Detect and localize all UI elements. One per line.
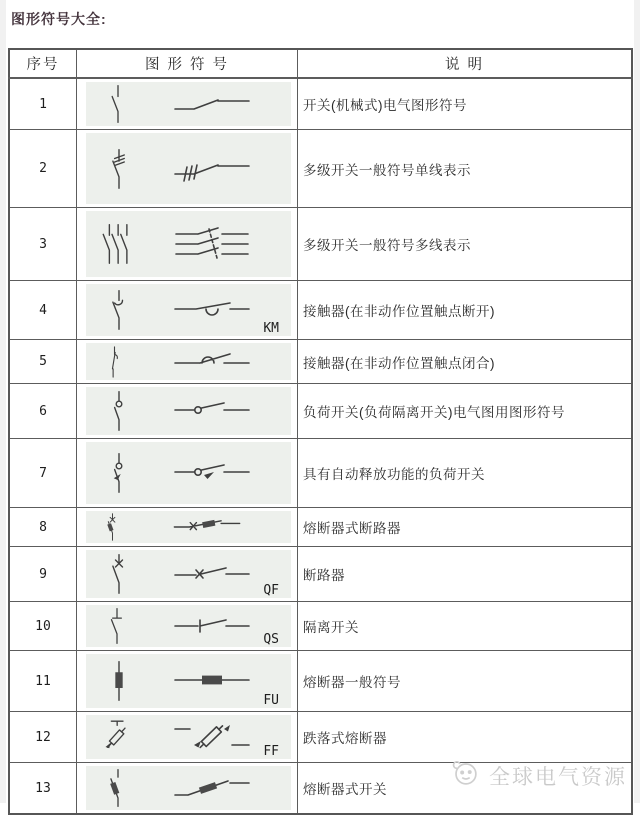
symbol-designation-label: FF <box>263 744 279 759</box>
table-row <box>9 547 632 602</box>
row-symbol-cell <box>77 547 298 602</box>
symbol-panel <box>86 715 291 759</box>
drop-out-fuse-vertical-icon <box>98 716 138 758</box>
table-row <box>9 208 632 281</box>
symbol-panel <box>86 511 291 543</box>
row-description: 熔断器式开关 <box>298 763 633 815</box>
row-description: 多级开关一般符号单线表示 <box>298 130 633 208</box>
table-row <box>9 508 632 547</box>
load-break-switch-vertical-icon <box>98 389 140 433</box>
fuse-switch-horizontal-icon <box>170 771 254 805</box>
disconnector-vertical-icon <box>98 606 136 646</box>
row-serial-number: 5 <box>9 340 77 384</box>
row-symbol-cell <box>77 130 298 208</box>
table-row <box>9 340 632 384</box>
row-serial-number: 8 <box>9 508 77 547</box>
symbol-panel <box>86 605 291 647</box>
symbol-panel <box>86 654 291 708</box>
fuse-general-horizontal-icon <box>170 664 254 698</box>
row-serial-number: 10 <box>9 602 77 651</box>
row-description: 隔离开关 <box>298 602 633 651</box>
row-serial-number: 12 <box>9 712 77 763</box>
load-break-switch-auto-release-horizontal-icon <box>170 456 254 490</box>
row-description: 熔断器式断路器 <box>298 508 633 547</box>
row-symbol-cell <box>77 78 298 130</box>
row-symbol-cell <box>77 340 298 384</box>
row-description: 接触器(在非动作位置触点闭合) <box>298 340 633 384</box>
row-serial-number: 4 <box>9 281 77 340</box>
row-symbol-cell <box>77 384 298 439</box>
row-serial-number: 3 <box>9 208 77 281</box>
symbol-panel <box>86 442 291 504</box>
multi-pole-switch-single-line-horizontal-icon <box>170 152 254 186</box>
contactor-open-horizontal-icon <box>170 293 254 327</box>
row-symbol-cell <box>77 439 298 508</box>
table-row <box>9 712 632 763</box>
switch-vertical-icon <box>98 83 138 125</box>
circuit-breaker-horizontal-icon <box>170 557 254 591</box>
row-serial-number: 9 <box>9 547 77 602</box>
symbol-designation-label: QF <box>263 583 279 598</box>
drop-out-fuse-horizontal-icon <box>170 720 254 754</box>
row-serial-number: 1 <box>9 78 77 130</box>
switch-horizontal-icon <box>170 87 254 121</box>
table-row <box>9 602 632 651</box>
contactor-closed-vertical-icon <box>98 344 131 379</box>
row-serial-number: 7 <box>9 439 77 508</box>
disconnector-horizontal-icon <box>170 609 254 643</box>
row-serial-number: 11 <box>9 651 77 712</box>
watermark <box>448 758 627 794</box>
symbol-panel <box>86 82 291 126</box>
load-break-switch-auto-release-vertical-icon <box>98 451 140 495</box>
table-row <box>9 281 632 340</box>
row-serial-number: 6 <box>9 384 77 439</box>
table-row <box>9 651 632 712</box>
row-symbol-cell <box>77 602 298 651</box>
row-description: 具有自动释放功能的负荷开关 <box>298 439 633 508</box>
table-row <box>9 130 632 208</box>
page-title: 图形符号大全: <box>11 11 107 27</box>
table-row <box>9 78 632 130</box>
symbol-panel <box>86 133 291 204</box>
symbol-table <box>8 48 633 815</box>
fuse-type-circuit-breaker-horizontal-icon <box>170 512 244 542</box>
row-symbol-cell <box>77 508 298 547</box>
multi-pole-switch-single-line-vertical-icon <box>98 147 140 191</box>
row-description: 跌落式熔断器 <box>298 712 633 763</box>
multi-pole-switch-multi-line-horizontal-icon <box>170 227 254 261</box>
fuse-type-circuit-breaker-vertical-icon <box>98 512 127 542</box>
symbol-panel <box>86 284 291 336</box>
symbol-panel <box>86 387 291 435</box>
row-description: 多级开关一般符号多线表示 <box>298 208 633 281</box>
row-description: 接触器(在非动作位置触点断开) <box>298 281 633 340</box>
table-row <box>9 439 632 508</box>
row-symbol-cell <box>77 208 298 281</box>
contactor-closed-horizontal-icon <box>170 345 254 379</box>
row-serial-number: 13 <box>9 763 77 815</box>
symbol-table-body <box>9 78 632 814</box>
row-description: 负荷开关(负荷隔离开关)电气图用图形符号 <box>298 384 633 439</box>
symbol-designation-label: KM <box>263 321 279 336</box>
row-description: 开关(机械式)电气图形符号 <box>298 78 633 130</box>
symbol-panel <box>86 766 291 810</box>
symbol-panel <box>86 343 291 380</box>
table-row <box>9 384 632 439</box>
header-row <box>9 49 632 78</box>
row-symbol-cell <box>77 281 298 340</box>
load-break-switch-horizontal-icon <box>170 394 254 428</box>
symbol-designation-label: FU <box>263 693 279 708</box>
header-serial-number: 序号 <box>9 49 77 78</box>
watermark-text: 全球电气资源 <box>489 766 627 789</box>
row-symbol-cell <box>77 712 298 763</box>
contactor-open-vertical-icon <box>98 288 140 332</box>
globe-face-icon <box>448 758 482 794</box>
row-symbol-cell <box>77 763 298 815</box>
row-description: 断路器 <box>298 547 633 602</box>
row-symbol-cell <box>77 651 298 712</box>
table-header <box>9 49 632 78</box>
multi-pole-switch-multi-line-vertical-icon <box>98 222 140 266</box>
row-description: 熔断器一般符号 <box>298 651 633 712</box>
row-serial-number: 2 <box>9 130 77 208</box>
header-description: 说 明 <box>298 49 633 78</box>
fuse-general-vertical-icon <box>98 659 140 703</box>
circuit-breaker-vertical-icon <box>98 552 140 596</box>
symbol-panel <box>86 211 291 277</box>
header-graphic-symbol: 图 形 符 号 <box>77 49 298 78</box>
symbol-designation-label: QS <box>263 632 279 647</box>
symbol-panel <box>86 550 291 598</box>
